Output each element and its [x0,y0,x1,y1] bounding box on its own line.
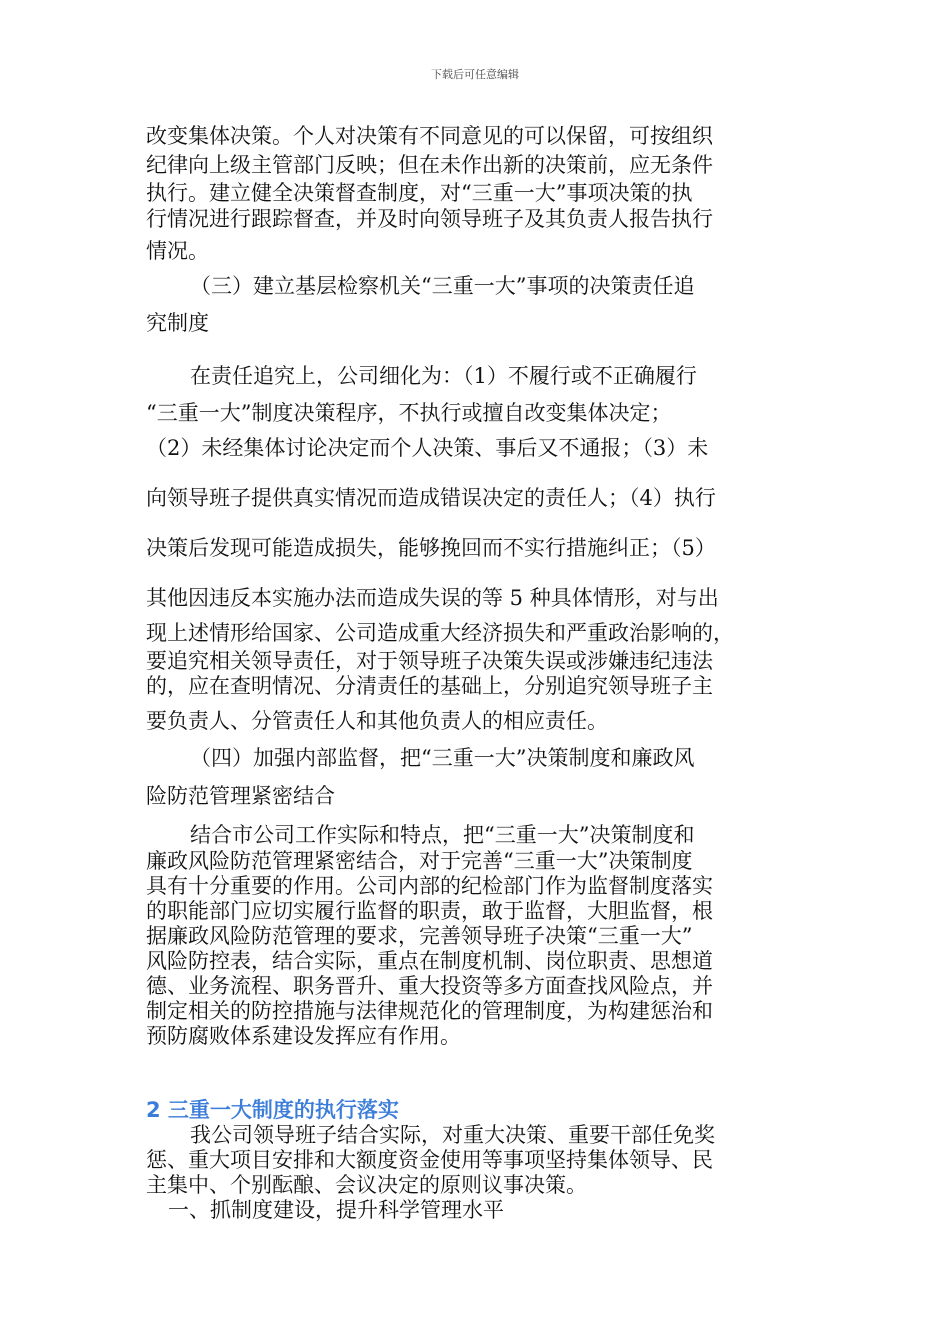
text-line: 具有十分重要的作用。公司内部的纪检部门作为监督制度落实 [146,874,713,898]
text-line: （四）加强内部监督，把“三重一大”决策制度和廉政风 [190,746,695,770]
text-line: （三）建立基层检察机关“三重一大”事项的决策责任追 [190,274,695,298]
text-line: 决策后发现可能造成损失，能够挽回而不实行措施纠正；（5） [146,536,716,560]
text-line: 廉政风险防范管理紧密结合，对于完善“三重一大”决策制度 [146,849,693,873]
text-line: 主集中、个别酝酿、会议决定的原则议事决策。 [146,1173,587,1197]
text-line: 德、业务流程、职务晋升、重大投资等多方面查找风险点，并 [146,974,713,998]
text-line: 其他因违反本实施办法而造成失误的等 5 种具体情形，对与出 [146,586,719,610]
text-line: 险防范管理紧密结合 [146,784,335,808]
text-line: 制定相关的防控措施与法律规范化的管理制度，为构建惩治和 [146,999,713,1023]
text-line: 行情况进行跟踪督查，并及时向领导班子及其负责人报告执行 [146,207,713,231]
text-line: 执行。建立健全决策督查制度，对“三重一大”事项决策的执 [146,181,693,205]
section-heading: 2 三重一大制度的执行落实 [146,1098,399,1122]
text-line: 情况。 [146,239,209,263]
text-line: 惩、重大项目安排和大额度资金使用等事项坚持集体领导、民 [146,1148,713,1172]
text-line: 结合市公司工作实际和特点，把“三重一大”决策制度和 [190,823,695,847]
text-line: “三重一大”制度决策程序，不执行或擅自改变集体决定； [146,401,672,425]
text-line: 预防腐败体系建设发挥应有作用。 [146,1024,461,1048]
text-line: 据廉政风险防范管理的要求，完善领导班子决策“三重一大” [146,924,693,948]
text-line: 纪律向上级主管部门反映；但在未作出新的决策前，应无条件 [146,153,713,177]
text-line: 要追究相关领导责任，对于领导班子决策失误或涉嫌违纪违法 [146,649,713,673]
text-line: 现上述情形给国家、公司造成重大经济损失和严重政治影响的， [146,621,734,645]
page-header: 下载后可任意编辑 [431,68,519,81]
text-line: 改变集体决策。个人对决策有不同意见的可以保留，可按组织 [146,124,713,148]
text-line: 究制度 [146,311,209,335]
text-line: 在责任追究上，公司细化为：（1）不履行或不正确履行 [190,364,697,388]
text-line: 的职能部门应切实履行监督的职责，敢于监督，大胆监督，根 [146,899,713,923]
text-line: 要负责人、分管责任人和其他负责人的相应责任。 [146,709,608,733]
text-line: （2）未经集体讨论决定而个人决策、事后又不通报；（3）未 [146,436,709,460]
text-line: 的，应在查明情况、分清责任的基础上，分别追究领导班子主 [146,674,713,698]
text-line: 向领导班子提供真实情况而造成错误决定的责任人；（4）执行 [146,486,716,510]
text-line: 我公司领导班子结合实际，对重大决策、重要干部任免奖 [190,1123,715,1147]
text-line: 一、抓制度建设，提升科学管理水平 [168,1198,504,1222]
text-line: 风险防控表，结合实际，重点在制度机制、岗位职责、思想道 [146,949,713,973]
